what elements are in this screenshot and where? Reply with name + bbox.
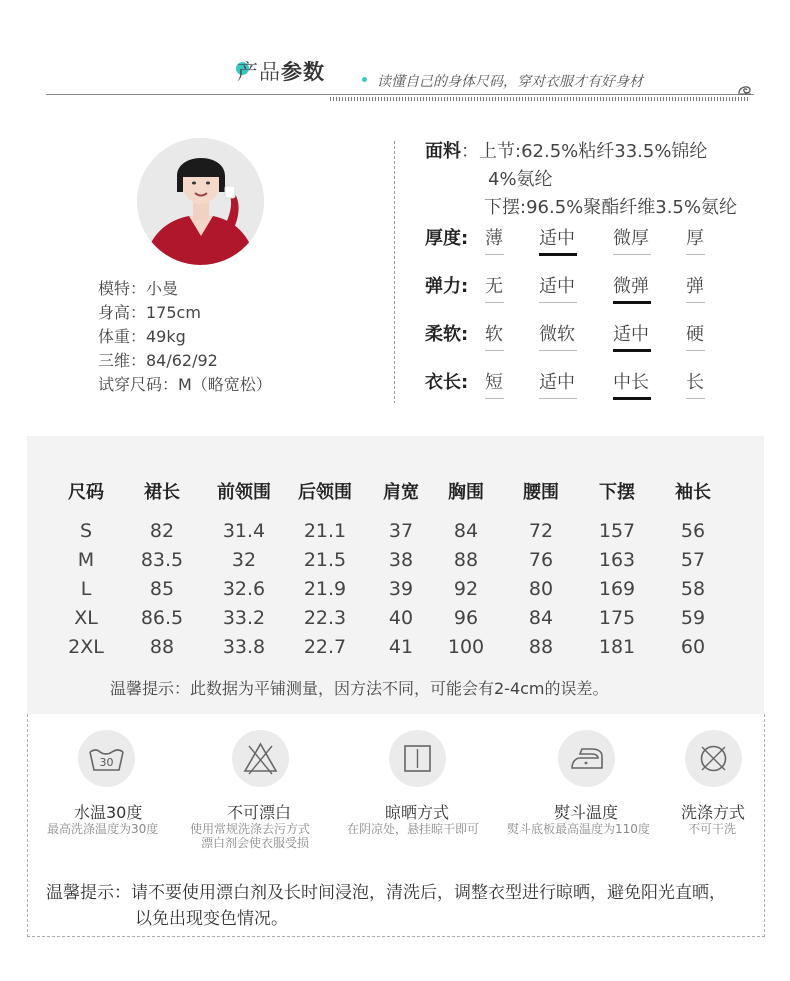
iron-icon xyxy=(558,730,615,787)
size-table-cell: 84 xyxy=(453,520,479,542)
size-table-size-label: M xyxy=(77,549,95,571)
size-table-cell: 163 xyxy=(598,549,636,571)
fabric-colon: ： xyxy=(461,141,479,162)
fabric-line-1: 上节:62.5%粘纤33.5%锦纶 xyxy=(479,141,708,162)
attribute-option: 硬 xyxy=(686,324,704,345)
model-avatar xyxy=(137,138,264,265)
fabric-line-3: 下摆:96.5%聚酯纤维3.5%氨纶 xyxy=(484,197,737,218)
size-table-cell: 88 xyxy=(149,636,175,658)
size-table-cell: 58 xyxy=(680,578,706,600)
header-divider xyxy=(46,94,754,95)
size-table-cell: 60 xyxy=(680,636,706,658)
attribute-option: 适中 xyxy=(539,276,575,297)
attribute-option-underline xyxy=(485,302,504,303)
fabric-label: 面料 xyxy=(425,141,461,162)
attribute-row xyxy=(425,368,725,398)
size-table-cell: 82 xyxy=(149,520,175,542)
size-table-cell: 22.3 xyxy=(303,607,347,629)
size-table-size-label: L xyxy=(80,578,92,600)
size-table-cell: 92 xyxy=(453,578,479,600)
section-title-bold: 参数 xyxy=(281,60,325,84)
size-table-cell: 57 xyxy=(680,549,706,571)
model-info xyxy=(98,277,272,397)
attribute-option-underline xyxy=(485,350,504,351)
attribute-option: 适中 xyxy=(539,228,575,249)
attribute-row xyxy=(425,320,725,350)
attribute-option-underline xyxy=(686,350,705,351)
model-photo xyxy=(137,138,264,265)
size-table-cell: 181 xyxy=(598,636,636,658)
size-table-cell: 33.2 xyxy=(222,607,266,629)
size-table-size-label: S xyxy=(79,520,93,542)
attribute-selected-indicator xyxy=(613,397,651,400)
size-table-cell: 96 xyxy=(453,607,479,629)
attribute-label: 厚度: xyxy=(425,228,469,249)
care-title-wash: 水温30度 xyxy=(74,803,143,822)
fabric-line-2: 4%氨纶 xyxy=(488,169,553,190)
no-bleach-icon xyxy=(232,730,289,787)
size-table-cell: 86.5 xyxy=(140,607,184,629)
attribute-option-underline xyxy=(539,398,577,399)
size-table-cell: 56 xyxy=(680,520,706,542)
attribute-option: 微软 xyxy=(539,324,575,345)
wash-temperature-label: 30 xyxy=(99,756,114,769)
attribute-label: 弹力: xyxy=(425,276,469,297)
attribute-selected-indicator xyxy=(539,253,577,256)
care-desc-clean: 不可干洗 xyxy=(688,822,737,836)
size-table-cell: 32.6 xyxy=(222,578,266,600)
size-table-cell: 21.9 xyxy=(303,578,347,600)
attribute-option: 中长 xyxy=(613,372,649,393)
attribute-option: 软 xyxy=(485,324,503,345)
attribute-selected-indicator xyxy=(613,301,651,304)
attribute-row xyxy=(425,272,725,302)
size-table-header: 袖长 xyxy=(675,482,711,503)
care-desc-wash: 最高洗涤温度为30度 xyxy=(47,822,159,836)
model-height: 身高：175cm xyxy=(98,303,201,322)
care-title-dry: 晾晒方式 xyxy=(385,803,450,822)
size-table-cell: 175 xyxy=(598,607,636,629)
model-weight: 体重：49kg xyxy=(98,327,186,346)
size-table-cell: 85 xyxy=(149,578,175,600)
size-table-cell: 100 xyxy=(447,636,485,658)
size-table-header: 肩宽 xyxy=(383,482,419,503)
attribute-option-underline xyxy=(485,254,504,255)
attribute-option: 弹 xyxy=(686,276,704,297)
model-tried-size: 试穿尺码：M（略宽松） xyxy=(98,375,272,394)
size-table-cell: 169 xyxy=(598,578,636,600)
size-table-header: 后领围 xyxy=(298,482,352,503)
size-table-cell: 80 xyxy=(528,578,554,600)
care-title-iron: 熨斗温度 xyxy=(554,803,619,822)
attribute-option: 微弹 xyxy=(613,276,649,297)
attribute-option-underline xyxy=(686,254,705,255)
attribute-option: 短 xyxy=(485,372,503,393)
model-measurements: 三维：84/62/92 xyxy=(98,351,218,370)
attribute-option: 长 xyxy=(686,372,704,393)
size-table-cell: 32 xyxy=(231,549,257,571)
size-table-header: 裙长 xyxy=(144,482,180,503)
attribute-row xyxy=(425,224,725,254)
header-dotted-line xyxy=(330,97,750,101)
care-warning-line-2: 以免出现变色情况。 xyxy=(135,909,288,929)
attribute-option: 无 xyxy=(485,276,503,297)
section-title xyxy=(237,56,325,86)
size-table-cell: 76 xyxy=(528,549,554,571)
size-table-size-label: XL xyxy=(74,607,98,629)
attribute-option: 适中 xyxy=(539,372,575,393)
care-warning-note xyxy=(46,880,726,932)
size-table-cell: 31.4 xyxy=(222,520,266,542)
attribute-option: 厚 xyxy=(686,228,704,249)
size-table-note: 温馨提示：此数据为平铺测量，因方法不同，可能会有2-4cm的误差。 xyxy=(110,679,609,698)
care-title-bleach: 不可漂白 xyxy=(227,803,292,822)
size-table-cell: 40 xyxy=(388,607,414,629)
attribute-option: 微厚 xyxy=(613,228,649,249)
attribute-option: 薄 xyxy=(485,228,503,249)
care-desc-bleach-2: 漂白剂会使衣服受损 xyxy=(201,836,310,850)
care-title-clean: 洗涤方式 xyxy=(681,803,746,822)
size-table-cell: 72 xyxy=(528,520,554,542)
vertical-dashed-divider xyxy=(394,141,395,403)
line-dry-shade-icon xyxy=(389,730,446,787)
size-table-cell: 37 xyxy=(388,520,414,542)
size-table-cell: 59 xyxy=(680,607,706,629)
size-table-header: 尺码 xyxy=(68,482,104,503)
size-table-cell: 38 xyxy=(388,549,414,571)
size-table-cell: 39 xyxy=(388,578,414,600)
size-table-header: 胸围 xyxy=(448,482,484,503)
size-table-header: 下摆 xyxy=(599,482,635,503)
size-table-header: 腰围 xyxy=(523,482,559,503)
fabric-info xyxy=(425,138,737,222)
size-table-cell: 83.5 xyxy=(140,549,184,571)
size-table-size-label: 2XL xyxy=(68,636,104,658)
attribute-option-underline xyxy=(539,350,577,351)
header-bullet-dot xyxy=(362,77,367,82)
section-title-light: 产品 xyxy=(237,60,281,84)
attribute-selected-indicator xyxy=(613,349,651,352)
attribute-option: 适中 xyxy=(613,324,649,345)
attribute-option-underline xyxy=(686,398,705,399)
swirl-ornament-icon xyxy=(737,82,753,96)
model-name: 模特：小曼 xyxy=(98,279,179,298)
attribute-option-underline xyxy=(539,302,577,303)
size-table-header: 前领围 xyxy=(217,482,271,503)
care-desc-dry: 在阴凉处，悬挂晾干即可 xyxy=(347,822,480,836)
size-table-cell: 41 xyxy=(388,636,414,658)
attribute-option-underline xyxy=(485,398,504,399)
care-warning-line-1: 温馨提示：请不要使用漂白剂及长时间浸泡，清洗后，调整衣型进行晾晒，避免阳光直晒， xyxy=(46,883,726,903)
attribute-option-underline xyxy=(613,254,651,255)
size-table-cell: 88 xyxy=(528,636,554,658)
size-table-cell: 33.8 xyxy=(222,636,266,658)
wash-30-icon xyxy=(78,730,135,787)
care-desc-bleach-1: 使用常规洗涤去污方式 xyxy=(190,822,311,836)
attribute-option-underline xyxy=(686,302,705,303)
care-desc-iron: 熨斗底板最高温度为110度 xyxy=(507,822,650,836)
size-table-cell: 21.5 xyxy=(303,549,347,571)
section-subtitle: 读懂自己的身体尺码，穿对衣服才有好身材 xyxy=(377,74,643,90)
size-table-cell: 21.1 xyxy=(303,520,347,542)
size-table-cell: 84 xyxy=(528,607,554,629)
size-table-cell: 157 xyxy=(598,520,636,542)
no-dry-clean-icon xyxy=(685,730,742,787)
size-table-cell: 88 xyxy=(453,549,479,571)
attribute-label: 柔软: xyxy=(425,324,469,345)
size-table-cell: 22.7 xyxy=(303,636,347,658)
attribute-label: 衣长: xyxy=(425,372,469,393)
